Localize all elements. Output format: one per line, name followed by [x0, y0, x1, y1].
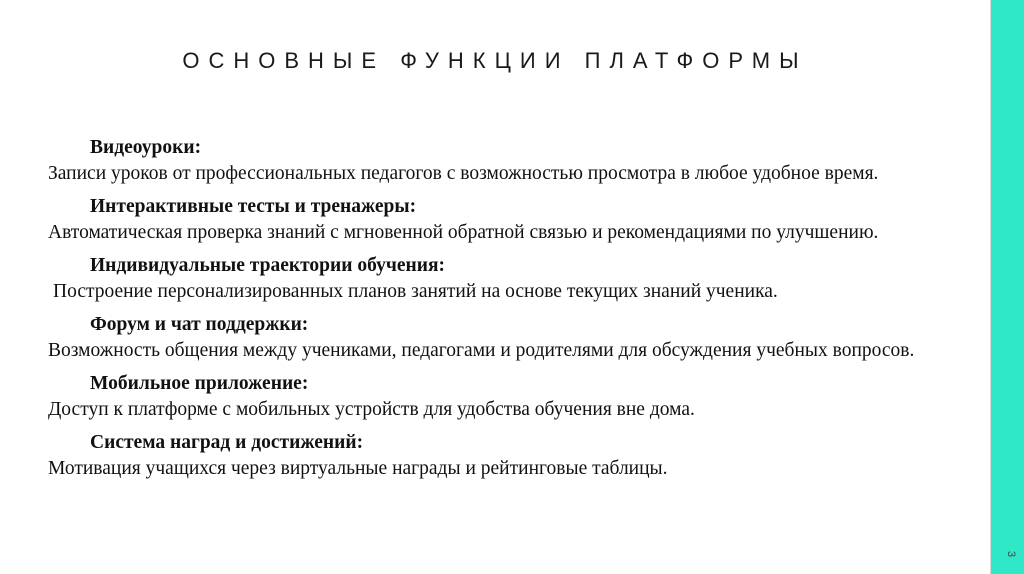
list-item	[48, 136, 968, 185]
list-item	[48, 254, 968, 303]
slide-title: ОСНОВНЫЕ ФУНКЦИИ ПЛАТФОРМЫ	[182, 48, 808, 73]
item-text: Возможность общения между учениками, педагогами и родителями для обсуждения учебных вопросов.	[48, 340, 915, 361]
list-item	[48, 431, 968, 480]
item-text: Мотивация учащихся через виртуальные награды и рейтинговые таблицы.	[48, 458, 668, 479]
feature-list	[48, 136, 968, 490]
page-number: 3	[1004, 550, 1017, 558]
item-heading: Индивидуальные траектории обучения:	[90, 255, 446, 276]
item-text: Построение персонализированных планов занятий на основе текущих знаний ученика.	[53, 281, 778, 302]
accent-bar	[991, 0, 1024, 574]
item-heading: Система наград и достижений:	[90, 432, 364, 453]
item-heading: Интерактивные тесты и тренажеры:	[90, 196, 417, 217]
list-item	[48, 372, 968, 421]
item-heading: Мобильное приложение:	[90, 373, 309, 394]
item-text: Доступ к платформе с мобильных устройств для удобства обучения вне дома.	[48, 399, 695, 420]
list-item	[48, 313, 968, 362]
item-heading: Видеоуроки:	[90, 137, 202, 158]
list-item	[48, 195, 968, 244]
item-heading: Форум и чат поддержки:	[90, 314, 309, 335]
item-text: Записи уроков от профессиональных педагогов с возможностью просмотра в любое удобное время.	[48, 163, 879, 184]
item-text: Автоматическая проверка знаний с мгновенной обратной связью и рекомендациями по улучшению.	[48, 222, 879, 243]
